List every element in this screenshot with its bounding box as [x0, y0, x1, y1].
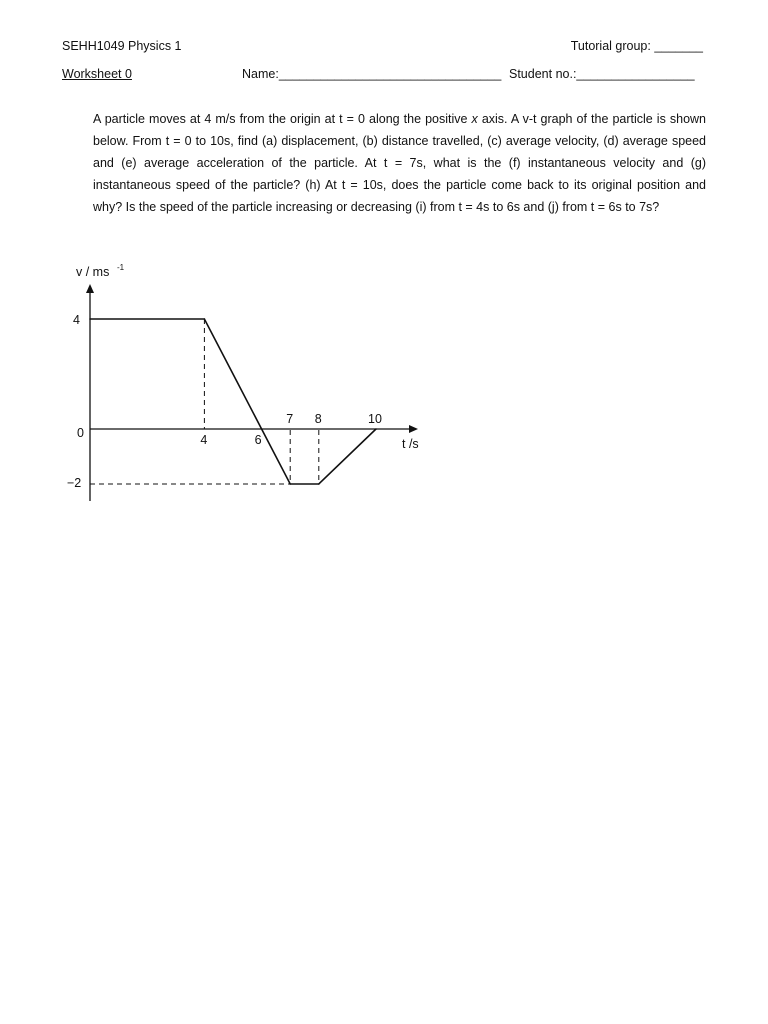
worksheet-title: Worksheet 0 [62, 67, 132, 81]
tick-labels [67, 313, 382, 490]
x-tick-label: 10 [368, 412, 382, 426]
data-point [318, 483, 320, 485]
y-axis-label [76, 263, 125, 279]
dashed-guides [90, 319, 319, 484]
course-title: SEHH1049 Physics 1 [62, 39, 182, 53]
tutorial-group-field: Tutorial group: _______ [570, 39, 703, 53]
y-axis-label-text: v / ms [76, 265, 110, 279]
data-point [289, 483, 291, 485]
y-tick-label: 0 [77, 426, 84, 440]
axes [86, 284, 418, 501]
velocity-line [90, 319, 376, 484]
data-point [89, 318, 91, 320]
y-tick-label: −2 [67, 476, 82, 490]
x-tick-label: 8 [314, 412, 322, 426]
velocity-series [89, 318, 377, 485]
data-point [204, 318, 206, 320]
question-text-part1: A particle moves at 4 m/s from the origin at t = 0 along the positive [93, 112, 472, 126]
data-point [375, 428, 377, 430]
x-tick-label: 6 [254, 433, 262, 447]
x-tick-label: 7 [286, 412, 294, 426]
student-no-field: Student no.:_________________ [509, 67, 695, 81]
x-axis-label: t /s [402, 437, 419, 451]
data-point [261, 428, 263, 430]
x-tick-label: 4 [200, 433, 208, 447]
name-field: Name:________________________________ [242, 67, 502, 81]
y-axis-arrow [86, 284, 94, 293]
x-axis-arrow [409, 425, 418, 433]
question-axis-variable: x [471, 112, 478, 126]
question-text-part2: axis. A v-t graph of the particle is shown below. From t = 0 to 10s, find (a) displacement, (b) distance travelled, (c) average velocity, (d) average speed and (e) average acceleration of the particle. At t = 7s, what is the (f) instantaneous velocity and (g) instantaneous speed of the particle? (h) At t = 10s, does the particle come back to its original position and why? Is the speed of the particle increasing or decreasing (i) from t = 4s to 6s and (j) from t = 6s to 7s? [93, 112, 707, 214]
y-axis-label-superscript: -1 [117, 263, 125, 272]
y-tick-label: 4 [73, 313, 80, 327]
